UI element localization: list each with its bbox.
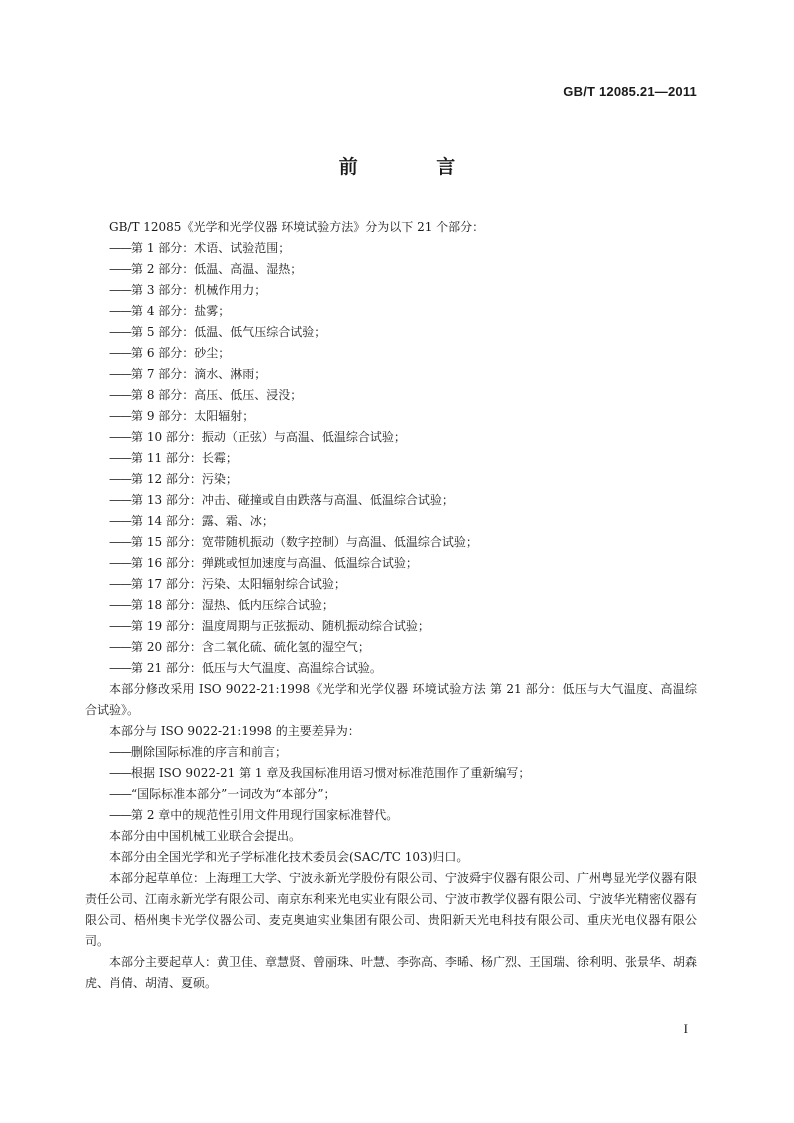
drafters-paragraph: 本部分主要起草人：黄卫佳、章慧贤、曾丽珠、叶慧、李弥高、李晞、杨广烈、王国瑞、徐利明、张景华、胡森虎、肖倩、胡清、夏硕。 (85, 955, 698, 990)
list-item (85, 322, 697, 343)
committee-paragraph: 本部分由全国光学和光子学标准化技术委员会(SAC/TC 103)归口。 (109, 850, 469, 864)
proposer-paragraph: 本部分由中国机械工业联合会提出。 (109, 829, 302, 843)
list-item (85, 805, 697, 826)
list-item (85, 742, 697, 763)
dash: —— (109, 472, 131, 486)
differences-intro: 本部分与 ISO 9022-21:1998 的主要差异为： (109, 724, 360, 738)
list-item-text: 第 14 部分：露、霜、冰； (131, 514, 274, 528)
list-item (85, 406, 697, 427)
list-item (85, 658, 697, 679)
dash: —— (109, 514, 131, 528)
list-item (85, 427, 697, 448)
list-item-text: “国际标准本部分”一词改为“本部分”； (131, 787, 336, 801)
dash: —— (109, 640, 131, 654)
dash: —— (109, 283, 131, 297)
list-item (85, 574, 697, 595)
list-item (85, 301, 697, 322)
list-item-text: 第 2 部分：低温、高温、湿热； (131, 262, 303, 276)
dash: —— (109, 577, 131, 591)
adoption-paragraph: 本部分修改采用 ISO 9022-21:1998《光学和光学仪器 环境试验方法 第 21 部分：低压与大气温度、高温综合试验》。 (85, 682, 697, 717)
list-item-text: 第 19 部分：温度周期与正弦振动、随机振动综合试验； (131, 619, 430, 633)
list-item-text: 第 7 部分：滴水、淋雨； (131, 367, 267, 381)
list-item-text: 第 20 部分：含二氧化硫、硫化氢的湿空气； (131, 640, 370, 654)
dash: —— (109, 241, 131, 255)
dash: —— (109, 493, 131, 507)
list-item (85, 637, 697, 658)
parts-list (85, 238, 697, 679)
dash: —— (109, 745, 131, 759)
list-item (85, 280, 697, 301)
list-item (85, 490, 697, 511)
list-item-text: 第 17 部分：污染、太阳辐射综合试验； (131, 577, 346, 591)
list-item (85, 511, 697, 532)
list-item-text: 第 5 部分：低温、低气压综合试验； (131, 325, 327, 339)
intro-paragraph: GB/T 12085《光学和光学仪器 环境试验方法》分为以下 21 个部分： (109, 220, 485, 234)
list-item-text: 第 8 部分：高压、低压、浸没； (131, 388, 303, 402)
list-item (85, 616, 697, 637)
dash: —— (109, 808, 131, 822)
dash: —— (109, 325, 131, 339)
dash: —— (109, 262, 131, 276)
list-item (85, 343, 697, 364)
dash: —— (109, 430, 131, 444)
list-item-text: 第 11 部分：长霉； (131, 451, 238, 465)
dash: —— (109, 367, 131, 381)
dash: —— (109, 598, 131, 612)
list-item-text: 第 4 部分：盐雾； (131, 304, 231, 318)
list-item-text: 删除国际标准的序言和前言； (131, 745, 288, 759)
list-item (85, 595, 697, 616)
list-item-text: 第 6 部分：砂尘； (131, 346, 231, 360)
list-item-text: 第 9 部分：太阳辐射； (131, 409, 255, 423)
list-item-text: 第 3 部分：机械作用力； (131, 283, 267, 297)
differences-list (85, 742, 697, 826)
foreword-body (85, 217, 697, 994)
list-item (85, 469, 697, 490)
list-item-text: 第 21 部分：低压与大气温度、高温综合试验。 (131, 661, 382, 675)
list-item (85, 448, 697, 469)
list-item-text: 第 10 部分：振动（正弦）与高温、低温综合试验； (131, 430, 406, 444)
list-item (85, 553, 697, 574)
dash: —— (109, 304, 131, 318)
list-item (85, 784, 697, 805)
dash: —— (109, 409, 131, 423)
list-item (85, 238, 697, 259)
standard-code-header: GB/T 12085.21—2011 (563, 84, 697, 99)
list-item (85, 532, 697, 553)
list-item-text: 第 2 章中的规范性引用文件用现行国家标准替代。 (131, 808, 399, 822)
dash: —— (109, 535, 131, 549)
dash: —— (109, 388, 131, 402)
page-number: I (683, 1021, 688, 1036)
dash: —— (109, 661, 131, 675)
list-item (85, 364, 697, 385)
list-item (85, 763, 697, 784)
drafting-units-paragraph: 本部分起草单位：上海理工大学、宁波永新光学股份有限公司、宁波舜宇仪器有限公司、广州粤显光学仪器有限责任公司、江南永新光学有限公司、南京东利来光电实业有限公司、宁波市教学仪器有限公司、宁波华光精密仪器有限公司、梧州奥卡光学仪器公司、麦克奥迪实业集团有限公司、贵阳新天光电科技有限公司、重庆光电仪器有限公司。 (85, 871, 698, 948)
list-item-text: 第 16 部分：弹跳或恒加速度与高温、低温综合试验； (131, 556, 418, 570)
dash: —— (109, 451, 131, 465)
list-item-text: 第 15 部分：宽带随机振动（数字控制）与高温、低温综合试验； (131, 535, 478, 549)
list-item-text: 第 12 部分：污染； (131, 472, 238, 486)
list-item (85, 259, 697, 280)
dash: —— (109, 787, 131, 801)
dash: —— (109, 556, 131, 570)
list-item-text: 根据 ISO 9022-21 第 1 章及我国标准用语习惯对标准范围作了重新编写； (131, 766, 531, 780)
dash: —— (109, 766, 131, 780)
page-title: 前 言 (338, 156, 492, 178)
list-item-text: 第 13 部分：冲击、碰撞或自由跌落与高温、低温综合试验； (131, 493, 454, 507)
dash: —— (109, 619, 131, 633)
dash: —— (109, 346, 131, 360)
list-item-text: 第 18 部分：湿热、低内压综合试验； (131, 598, 334, 612)
list-item-text: 第 1 部分：术语、试验范围； (131, 241, 291, 255)
list-item (85, 385, 697, 406)
